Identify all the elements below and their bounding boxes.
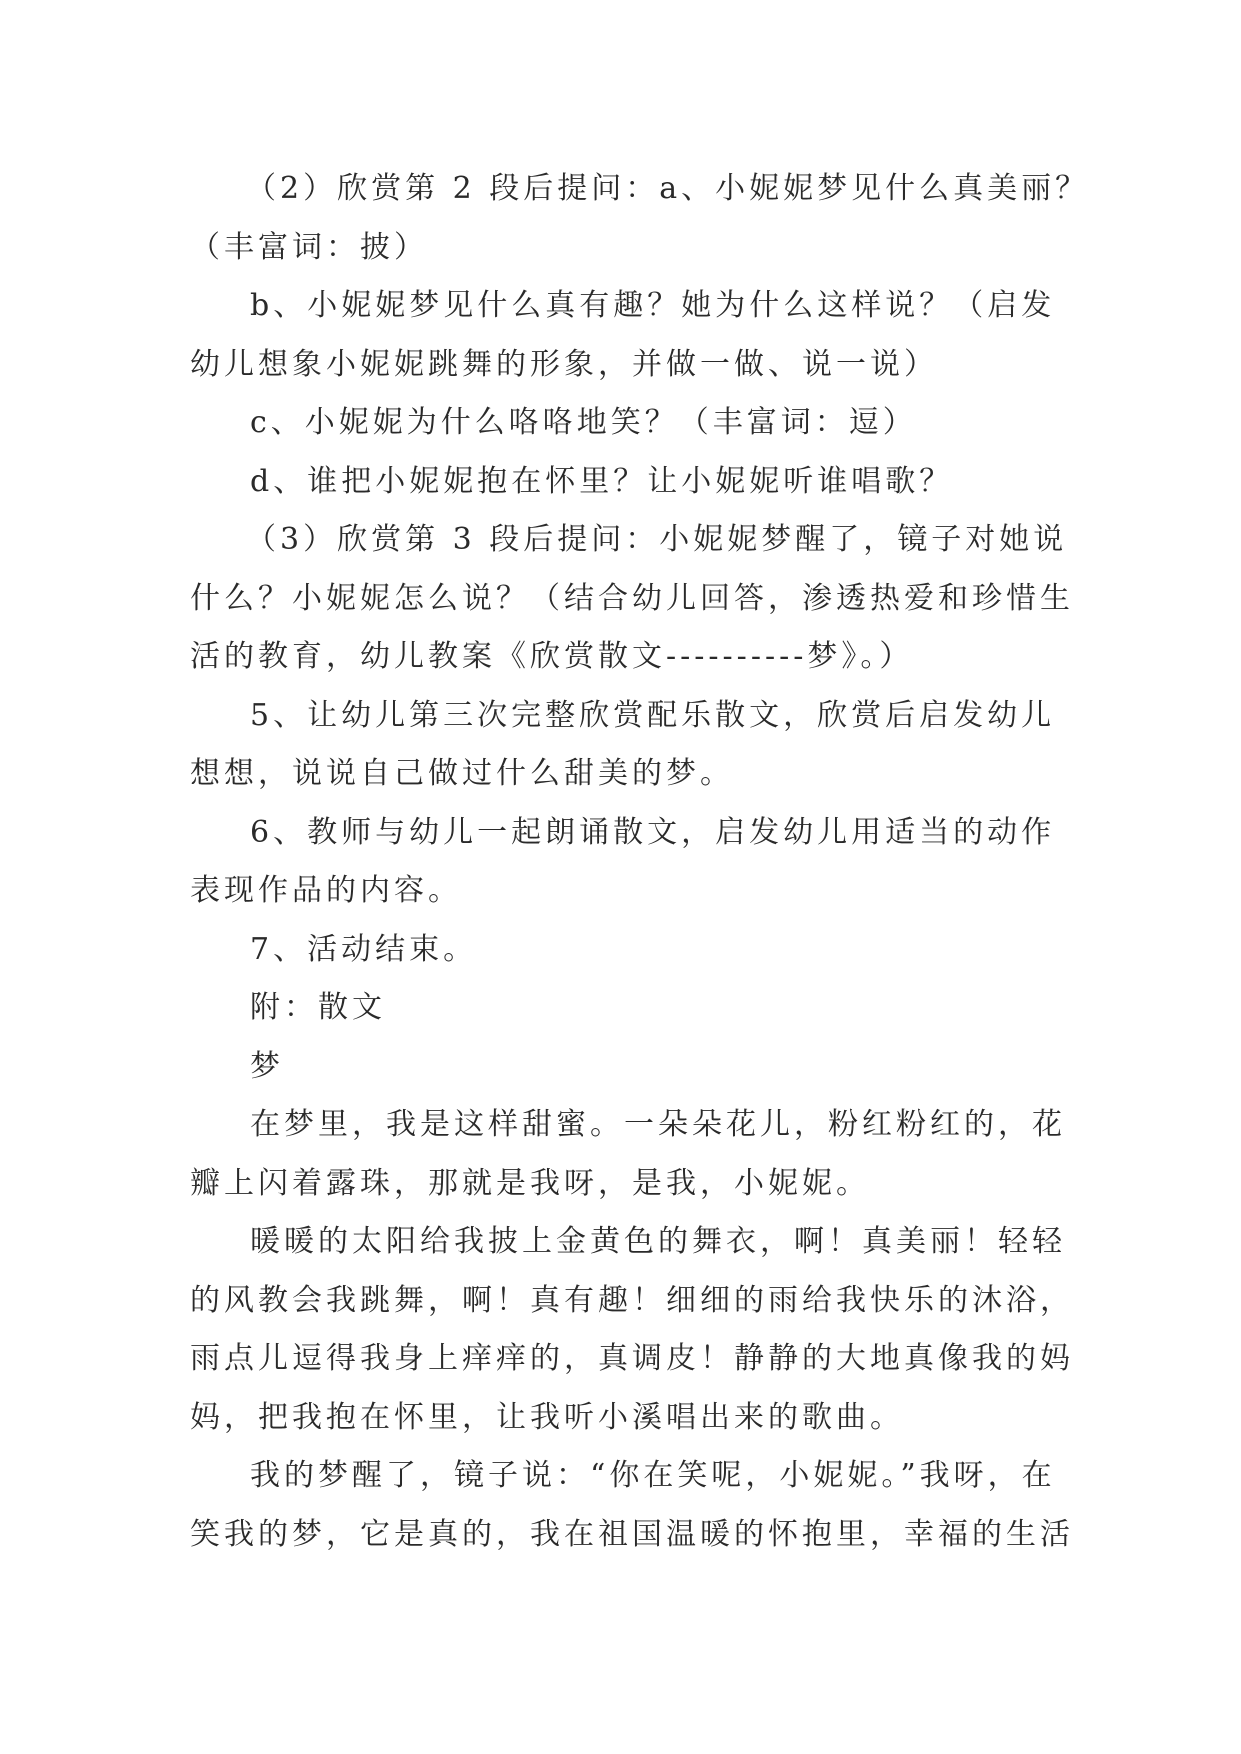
text-line: 妈，把我抱在怀里，让我听小溪唱出来的歌曲。 [190,1399,904,1435]
text-line: 雨点儿逗得我身上痒痒的，真调皮！静静的大地真像我的妈 [190,1341,1074,1376]
text-line: （丰富词：披） [190,229,428,265]
text-line: 什么？小妮妮怎么说？（结合幼儿回答，渗透热爱和珍惜生 [190,580,1074,616]
text-line: 的风教会我跳舞，啊！真有趣！细细的雨给我快乐的沐浴， [190,1282,1074,1318]
text-line: 瓣上闪着露珠，那就是我呀，是我，小妮妮。 [190,1165,870,1201]
text-line: 暖暖的太阳给我披上金黄色的舞衣，啊！真美丽！轻轻 [250,1224,1066,1259]
text-line: （2）欣赏第 2 段后提问：a、小妮妮梦见什么真美丽？ [246,171,1090,206]
text-line: 笑我的梦，它是真的，我在祖国温暖的怀抱里，幸福的生活 [190,1516,1074,1552]
text-line: 幼儿想象小妮妮跳舞的形象，并做一做、说一说） [190,346,938,382]
text-line: 在梦里，我是这样甜蜜。一朵朵花儿，粉红粉红的，花 [250,1107,1066,1142]
text-line: 想想，说说自己做过什么甜美的梦。 [190,756,734,791]
text-line: 6、教师与幼儿一起朗诵散文，启发幼儿用适当的动作 [250,814,1056,850]
text-line: 我的梦醒了，镜子说：“你在笑呢，小妮妮。”我呀，在 [250,1458,1056,1493]
text-line: 5、让幼儿第三次完整欣赏配乐散文，欣赏后启发幼儿 [250,697,1056,733]
text-line: d、谁把小妮妮抱在怀里？让小妮妮听谁唱歌？ [250,463,954,499]
document-page [190,160,1090,1564]
text-line: 7、活动结束。 [250,931,478,967]
text-line: 表现作品的内容。 [190,873,462,908]
text-line: c、小妮妮为什么咯咯地笑？（丰富词：逗） [250,405,917,440]
essay-title: 梦 [250,1048,284,1084]
text-line: 活的教育，幼儿教案《欣赏散文----------梦》。） [190,639,914,674]
text-line: 附：散文 [250,990,386,1025]
text-line: （3）欣赏第 3 段后提问：小妮妮梦醒了，镜子对她说 [246,522,1068,557]
text-line: b、小妮妮梦见什么真有趣？她为什么这样说？（启发 [250,288,1056,323]
